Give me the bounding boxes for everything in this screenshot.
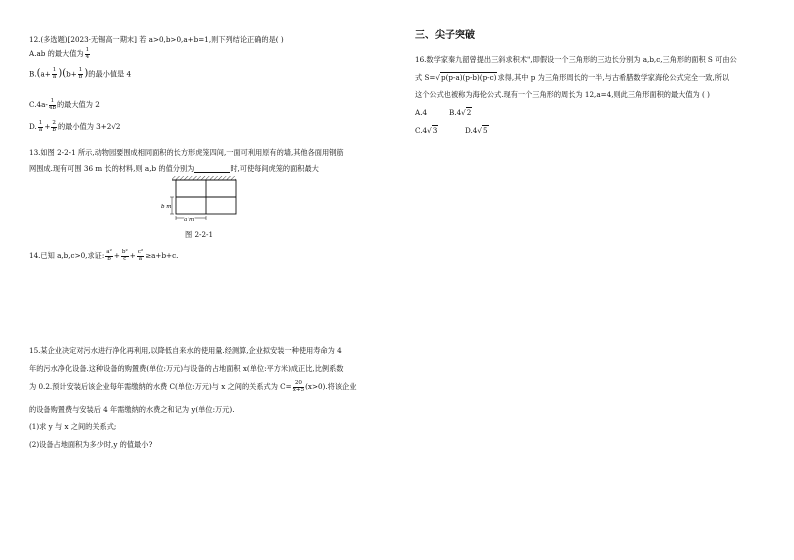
label-b-m: b m [161,204,172,210]
q12-option-b: B.(a+ $\frac{1}{a}$ )(b+ $\frac{1}{b}$ )的最小值是 4 [29,67,132,80]
q15-sub1: (1)求 y 与 x 之间的关系式; [29,422,117,431]
label-a-m: a m [184,217,195,223]
q12-option-a: A.ab 的最大值为 $\frac{1}{4}$ [29,47,90,60]
q15-sub2: (2)设备占地面积为多少时,y 的值最小? [29,440,153,449]
wall-hatch [172,176,236,180]
figure-caption: 图 2-2-1 [185,230,214,239]
q12-stem: 12.(多选题)[2023·无锡高一期末] 若 a>0,b>0,a+b=1,则下列结论正确的是( ) [29,35,284,44]
q16-line1: 16.数学家秦九韶曾提出三斜求积术",即假设一个三角形的三边长分别为 a,b,c,三角形的面积 S 可由公 [415,55,737,64]
q16-option-c: C.4√3 [415,126,438,135]
q16-line3: 这个公式也被称为海伦公式.现有一个三角形的周长为 12,a=4,则此三角形面积的最大值为 ( ) [415,90,710,99]
tiger-cage-figure [160,174,250,226]
q15-line1: 15.某企业决定对污水进行净化再利用,以降低自来水的使用量.经测算,企业拟安装一种使用寿命为 4 [29,346,342,355]
q15-line3: 为 0.2.预计安装后该企业每年需缴纳的水费 C(单位:万元)与 x 之间的关系式为 C= $\frac{20}{x+5}$ (x>0).将该企业 [29,380,357,393]
q15-line2: 年的污水净化设备.这种设备的购置费(单位:万元)与设备的占地面积 x(单位:平方米)成正比,比例系数 [29,364,344,373]
q15-line4: 的设备购置费与安装后 4 年需缴纳的水费之和记为 y(单位:万元). [29,405,235,414]
heron-radical: p(p-a)(p-b)(p-c) [441,73,497,82]
section-title: 三、尖子突破 [415,30,475,41]
q12-option-d: D. $\frac{1}{a}$ + $\frac{2}{b}$ 的最小值为 3+2√2 [29,120,121,133]
q12-option-c: C.4a- $\frac{1}{4b}$ 的最大值为 2 [29,98,100,111]
q13-line1: 13.如图 2-2-1 所示,动物园要围成相同面积的长方形虎笼四间,一面可利用原有的墙,其他各面用钢筋 [29,148,344,157]
answer-blank [194,166,230,173]
q14: 14.已知 a,b,c>0,求证: $\frac{\text{a²}}{b}$ + $\frac{\text{b²}}{c}$ + $\frac{\text{c²}}{a}$ ≥a+b+c. [29,249,179,262]
q16-option-b: B.4√2 [449,108,472,117]
q13-line2: 网围成.现有可围 36 m 长的材料,则 a,b 的值分别为 时,可使每间虎笼的面积最大 [29,164,319,173]
q16-option-d: D.4√5 [465,126,488,135]
q16-option-a: A.4 [415,108,428,117]
q16-line2: 式 S=√p(p-a)(p-b)(p-c)求得,其中 p 为三角形周长的一半,与古希腊数学家海伦公式完全一致,所以 [415,73,730,82]
